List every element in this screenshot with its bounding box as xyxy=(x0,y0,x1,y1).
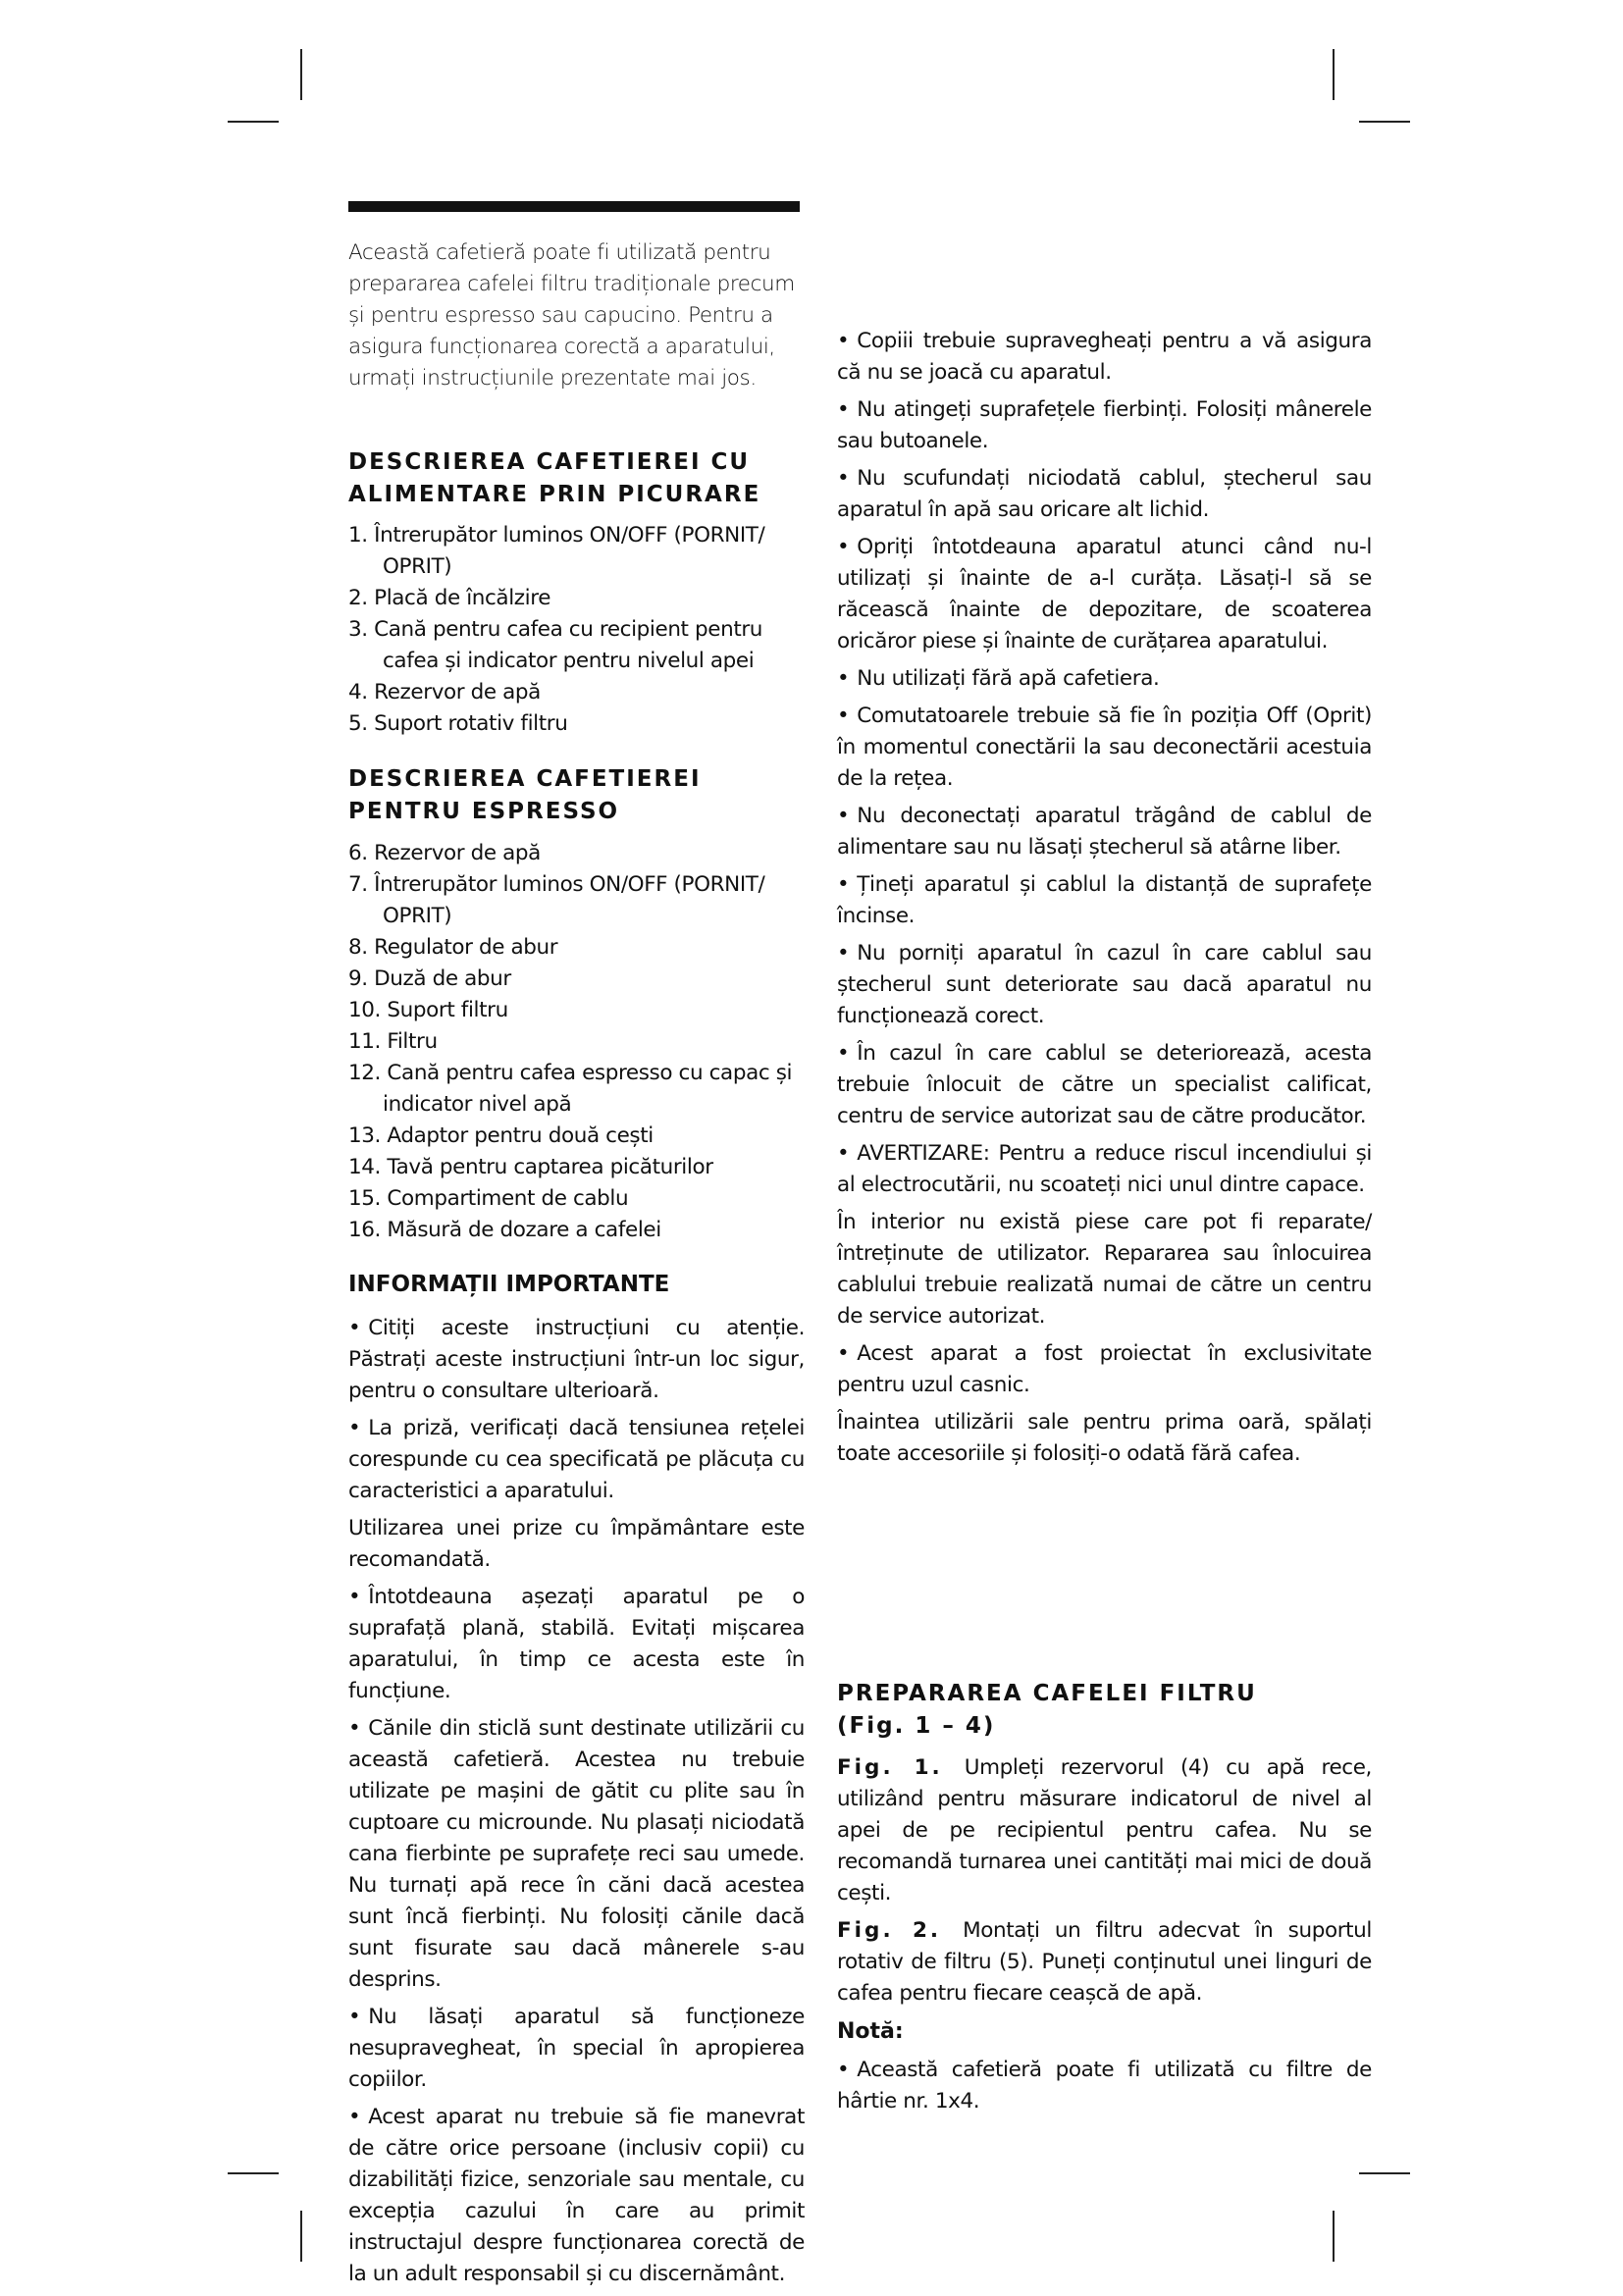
bullet-icon: • xyxy=(837,397,850,422)
list-item xyxy=(837,1338,1372,1401)
crop-mark-top-left-h xyxy=(228,121,279,123)
list-item-text: Nu lăsați aparatul să funcționeze nesupravegheat, în special în apropierea copiilor. xyxy=(348,2005,805,2092)
list-item-text: Țineți aparatul și cablul la distanță de suprafețe încinse. xyxy=(837,872,1372,928)
bullet-icon: • xyxy=(837,704,850,728)
important-right-list xyxy=(837,326,1372,1476)
bullet-icon: • xyxy=(837,329,850,353)
list-item xyxy=(348,1582,805,1707)
list-item xyxy=(837,394,1372,457)
list-item xyxy=(837,938,1372,1032)
crop-mark-top-left xyxy=(300,49,302,100)
drip-parts-list xyxy=(348,520,810,740)
list-item xyxy=(837,2055,1372,2117)
nota-label: Notă: xyxy=(837,2019,904,2044)
list-item: 12. Cană pentru cafea espresso cu capac și indicator nivel apă xyxy=(348,1061,793,1117)
list-item: 11. Filtru xyxy=(348,1029,438,1054)
list-item xyxy=(837,663,1372,695)
bullet-icon: • xyxy=(837,666,850,691)
crop-mark-bottom-right xyxy=(1333,2211,1335,2262)
bullet-icon: • xyxy=(837,535,850,559)
list-item: 9. Duză de abur xyxy=(348,966,511,991)
bullet-icon: • xyxy=(837,872,850,897)
list-item xyxy=(837,326,1372,389)
filter-coffee-section xyxy=(837,1678,1372,2123)
list-item: 10. Suport filtru xyxy=(348,998,508,1022)
list-item xyxy=(837,463,1372,526)
header-rule xyxy=(348,201,800,212)
list-item-text: La priză, verificați dacă tensiunea rețelei corespunde cu cea specificată pe plăcuța cu caracteristici a aparatului. xyxy=(348,1416,805,1503)
list-item: 5. Suport rotativ filtru xyxy=(348,711,568,736)
bullet-icon: • xyxy=(837,941,850,965)
list-item-text: Nu deconectați aparatul trăgând de cablul de alimentare sau nu lăsați ștecherul să atârne liber. xyxy=(837,804,1372,860)
fig-label: Fig. 2. xyxy=(837,1918,942,1943)
list-item xyxy=(837,1138,1372,1201)
list-item-text: Întotdeauna așezați aparatul pe o suprafață plană, stabilă. Evitați mișcarea aparatului, în timp ce acesta este în funcțiune. xyxy=(348,1585,805,1703)
section-espresso-title: DESCRIEREA CAFETIEREI PENTRU ESPRESSO xyxy=(348,766,702,824)
list-item: 16. Măsură de dozare a cafelei xyxy=(348,1218,661,1242)
list-item-text: AVERTIZARE: Pentru a reduce riscul incendiului și al electrocutării, nu scoateți nici unul dintre capace. xyxy=(837,1141,1372,1197)
list-item-text: Nu porniți aparatul în cazul în care cablul sau ștecherul sunt deteriorate sau dacă aparatul nu funcționează corect. xyxy=(837,941,1372,1028)
list-item-text: Cănile din sticlă sunt destinate utilizării cu această cafetieră. Acestea nu trebuie utilizate pe mașini de gătit cu plite sau în cuptoare cu microunde. Nu plasați niciodată cana fierbinte pe suprafețe reci sau umede. Nu turnați apă rece în căni dacă acestea sunt încă fierbinți. Nu folosiți cănile dacă sunt fisurate sau dacă mânerele s-au desprins. xyxy=(348,1716,805,1992)
list-item: 4. Rezervor de apă xyxy=(348,680,541,704)
bullet-icon: • xyxy=(348,1585,361,1609)
list-item: 13. Adaptor pentru două cești xyxy=(348,1123,654,1148)
bullet-icon: • xyxy=(837,1141,850,1166)
list-item: 14. Tavă pentru captarea picăturilor xyxy=(348,1155,713,1179)
filter-steps-list xyxy=(837,1752,1372,2009)
list-item-text: Acest aparat a fost proiectat în exclusivitate pentru uzul casnic. xyxy=(837,1341,1372,1397)
bullet-icon: • xyxy=(348,2105,361,2129)
crop-mark-bottom-left xyxy=(300,2211,302,2262)
list-item-text: Acest aparat nu trebuie să fie manevrat de către orice persoane (inclusiv copii) cu dizabilități fizice, senzoriale sau mentale, cu excepția cazului în care au primit instructajul despre funcționarea corectă de la un adult responsabil și cu discernământ. xyxy=(348,2105,805,2286)
list-item: 1. Întrerupător luminos ON/OFF (PORNIT/ OPRIT) xyxy=(348,523,765,579)
list-item xyxy=(837,869,1372,932)
list-item: 7. Întrerupător luminos ON/OFF (PORNIT/ OPRIT) xyxy=(348,872,765,928)
list-item xyxy=(837,1038,1372,1132)
crop-mark-bottom-right-h xyxy=(1359,2172,1410,2174)
list-item-text: Montați un filtru adecvat în suportul rotativ de filtru (5). Puneți conținutul unei linguri de cafea pentru fiecare ceașcă de apă. xyxy=(837,1918,1372,2006)
list-item xyxy=(348,2102,805,2290)
list-item-text: Citiți aceste instrucțiuni cu atenție. Păstrați aceste instrucțiuni într-un loc sigur, pentru o consultare ulterioară. xyxy=(348,1316,805,1403)
intro-paragraph: Această cafetieră poate fi utilizată pentru prepararea cafelei filtru tradiționale precum și pentru espresso sau capucino. Pentru a asigura funcționarea corectă a aparatului, urmați instrucțiunile prezentate mai jos. xyxy=(348,240,795,391)
crop-mark-bottom-left-h xyxy=(228,2172,279,2174)
crop-mark-top-right xyxy=(1333,49,1335,100)
list-item-text: Nu atingeți suprafețele fierbinți. Folosiți mânerele sau butoanele. xyxy=(837,397,1372,453)
bullet-icon: • xyxy=(837,466,850,491)
fig-label: Fig. 1. xyxy=(837,1755,943,1780)
bullet-icon: • xyxy=(837,2058,850,2082)
important-left-list xyxy=(348,1313,805,2296)
list-item-text: Nu scufundați niciodată cablul, ștecherul sau aparatul în apă sau oricare alt lichid. xyxy=(837,466,1372,522)
list-item: 6. Rezervor de apă xyxy=(348,841,541,865)
bullet-icon: • xyxy=(348,1716,361,1741)
earth-note: Utilizarea unei prize cu împământare este recomandată. xyxy=(348,1516,805,1572)
crop-mark-top-right-h xyxy=(1359,121,1410,123)
filter-coffee-title: PREPARAREA CAFELEI FILTRU (Fig. 1 – 4) xyxy=(837,1681,1257,1739)
service-note: În interior nu există piese care pot fi reparate/întreținute de utilizator. Repararea sau înlocuirea cablului trebuie realizată numai de către un centru de service autorizat. xyxy=(837,1210,1372,1329)
list-item-text: Opriți întotdeauna aparatul atunci când nu-l utilizați și înainte de a-l curăța. Lăsați-l să se răcească înainte de depozitare, de scoaterea oricăror piese și înainte de curățarea aparatului. xyxy=(837,535,1372,653)
list-item xyxy=(837,701,1372,795)
list-item: 3. Cană pentru cafea cu recipient pentru cafea și indicator pentru nivelul apei xyxy=(348,617,763,673)
nota-list xyxy=(837,2055,1372,2117)
section-drip-title: DESCRIEREA CAFETIEREI CU ALIMENTARE PRIN PICURARE xyxy=(348,449,761,507)
bullet-icon: • xyxy=(348,2005,361,2029)
list-item-text: În cazul în care cablul se deteriorează, acesta trebuie înlocuit de către un specialist calificat, centru de service autorizat sau de către producător. xyxy=(837,1041,1372,1128)
list-item xyxy=(837,1752,1372,1909)
list-item-text: Copiii trebuie supravegheați pentru a vă asigura că nu se joacă cu aparatul. xyxy=(837,329,1372,385)
list-item xyxy=(837,532,1372,657)
first-use-note: Înaintea utilizării sale pentru prima oară, spălați toate accesoriile și folosiți-o odată fără cafea. xyxy=(837,1410,1372,1466)
espresso-parts-list xyxy=(348,838,810,1246)
bullet-icon: • xyxy=(348,1316,361,1340)
bullet-icon: • xyxy=(837,1341,850,1366)
bullet-icon: • xyxy=(837,1041,850,1066)
list-item-text: Această cafetieră poate fi utilizată cu filtre de hârtie nr. 1x4. xyxy=(837,2058,1372,2113)
list-item xyxy=(348,1713,805,1996)
list-item: 15. Compartiment de cablu xyxy=(348,1186,629,1211)
list-item xyxy=(837,1915,1372,2009)
important-title: INFORMAȚII IMPORTANTE xyxy=(348,1272,670,1297)
bullet-icon: • xyxy=(348,1416,361,1440)
bullet-icon: • xyxy=(837,804,850,828)
list-item xyxy=(837,801,1372,863)
list-item: 8. Regulator de abur xyxy=(348,935,558,960)
list-item: 2. Placă de încălzire xyxy=(348,586,551,610)
list-item xyxy=(348,2002,805,2096)
list-item-text: Umpleți rezervorul (4) cu apă rece, utilizând pentru măsurare indicatorul de nivel al apei de pe recipientul pentru cafea. Nu se recomandă turnarea unei cantități mai mici de două cești. xyxy=(837,1755,1372,1905)
list-item xyxy=(348,1313,805,1407)
list-item-text: Nu utilizați fără apă cafetiera. xyxy=(857,666,1160,691)
list-item-text: Comutatoarele trebuie să fie în poziția Off (Oprit) în momentul conectării la sau deconectării acestuia de la rețea. xyxy=(837,704,1372,791)
list-item xyxy=(348,1413,805,1507)
